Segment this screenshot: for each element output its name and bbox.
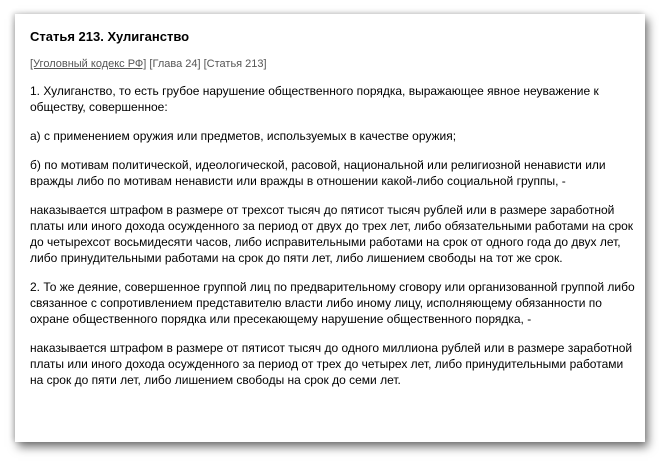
paragraph-penalty-2: наказывается штрафом в размере от пятисот тысяч до одного миллиона рублей или в размере заработной платы или иного дохода осужденного за период от трех до четырех лет, либо принудительными работами на срок до пяти лет, либо лишением свободы на срок до семи лет.: [30, 341, 633, 387]
breadcrumb-article-link[interactable]: [Статья 213]: [203, 58, 267, 70]
paragraph-item-b: б) по мотивам политической, идеологической, расовой, национальной или религиозной ненависти или вражды либо по мотивам ненависти или вражды в отношении какой-либо социальной группы, -: [30, 158, 606, 188]
breadcrumb-chapter-link[interactable]: [Глава 24]: [149, 58, 201, 70]
paragraph-item-a: а) с применением оружия или предметов, используемых в качестве оружия;: [30, 129, 457, 143]
paragraph-part-1: 1. Хулиганство, то есть грубое нарушение общественного порядка, выражающее явное неуважение к обществу, совершенное:: [30, 84, 599, 114]
breadcrumb: [30, 57, 636, 71]
paragraph-part-2: 2. То же деяние, совершенное группой лиц по предварительному сговору или организованной группой либо связанное с сопротивлением представителю власти либо иному лицу, исполняющему обязанности по охране общественного порядка или пресекающему нарушение общественного порядка, -: [30, 280, 635, 326]
breadcrumb-criminal-code-link[interactable]: [Уголовный кодекс РФ]: [30, 58, 147, 70]
paragraph-penalty-1: наказывается штрафом в размере от трехсот тысяч до пятисот тысяч рублей или в размере заработной платы или иного дохода осужденного за период от двух до трех лет, либо обязательными работами на срок до четырехсот восьмидесяти часов, либо исправительными работами на срок от одного года до двух лет, либо принудительными работами на срок до пяти лет, либо лишением свободы на тот же срок.: [30, 203, 634, 265]
article-title: Статья 213. Хулиганство: [30, 29, 190, 44]
article-page: [30, 29, 636, 401]
